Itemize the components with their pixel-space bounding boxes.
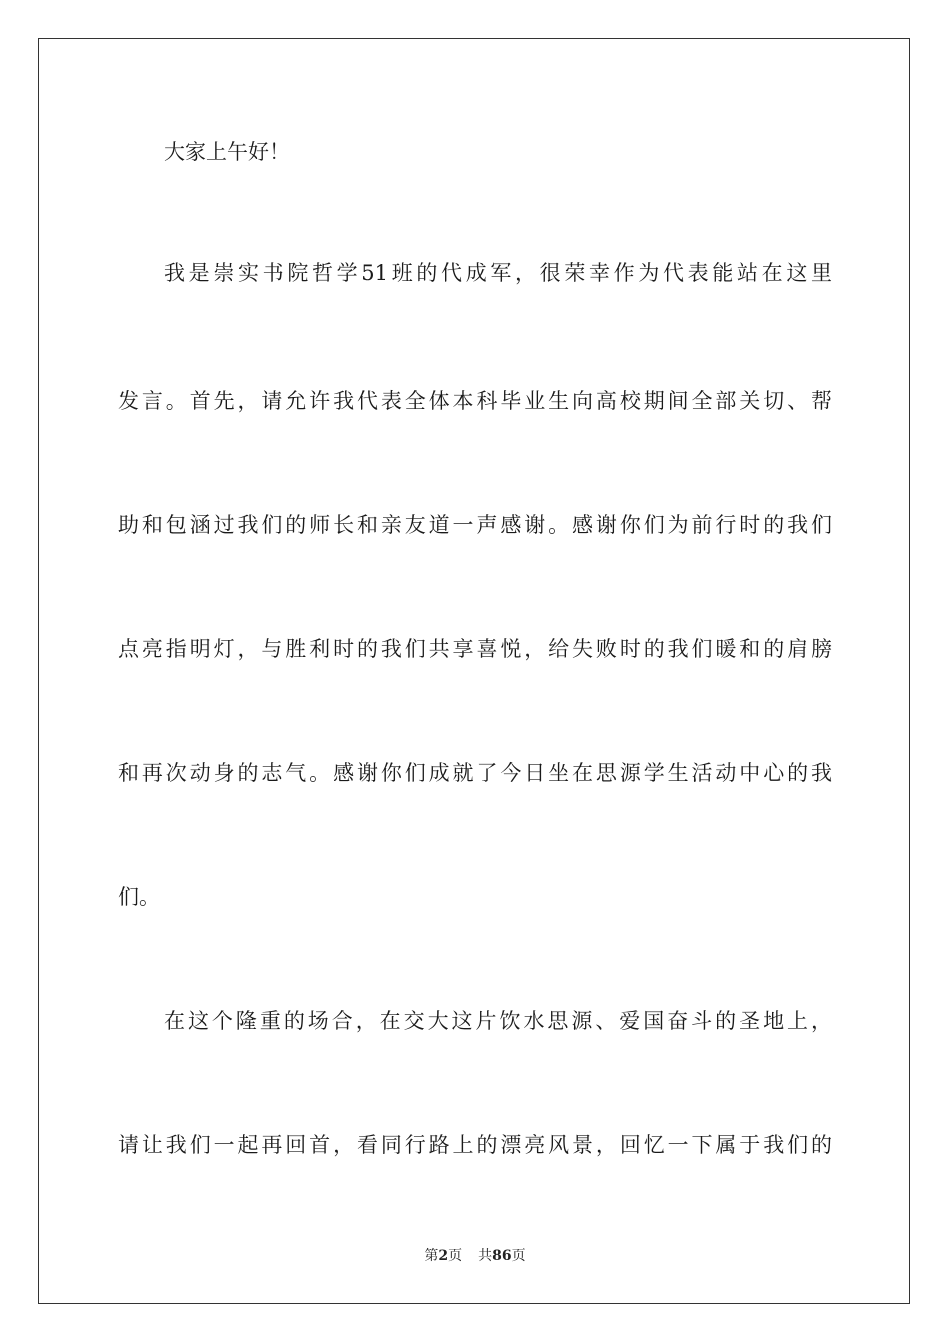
footer-total-prefix: 共 — [478, 1248, 493, 1264]
body-line-2: 发言。首先，请允许我代表全体本科毕业生向高校期间全部关切、帮 — [118, 389, 832, 413]
footer-page-total: 86 — [492, 1248, 512, 1264]
body-line-6: 们。 — [118, 885, 160, 909]
body-line-8: 请让我们一起再回首，看同行路上的漂亮风景，回忆一下属于我们的 — [118, 1133, 832, 1157]
page-border — [38, 38, 910, 1304]
footer-total-suffix: 页 — [511, 1248, 526, 1264]
footer-page-prefix: 第 — [424, 1248, 439, 1264]
footer-page-suffix: 页 — [448, 1248, 463, 1264]
footer-page-current: 2 — [438, 1248, 449, 1264]
body-line-1: 我是崇实书院哲学51班的代成军，很荣幸作为代表能站在这里 — [164, 261, 832, 285]
body-line-7: 在这个隆重的场合，在交大这片饮水思源、爱国奋斗的圣地上， — [164, 1009, 832, 1033]
body-line-4: 点亮指明灯，与胜利时的我们共享喜悦，给失败时的我们暖和的肩膀 — [118, 637, 832, 661]
body-line-5: 和再次动身的志气。感谢你们成就了今日坐在思源学生活动中心的我 — [118, 761, 832, 785]
body-line-3: 助和包涵过我们的师长和亲友道一声感谢。感谢你们为前行时的我们 — [118, 513, 832, 537]
page-footer — [0, 1246, 950, 1266]
greeting-line: 大家上午好！ — [164, 140, 290, 164]
